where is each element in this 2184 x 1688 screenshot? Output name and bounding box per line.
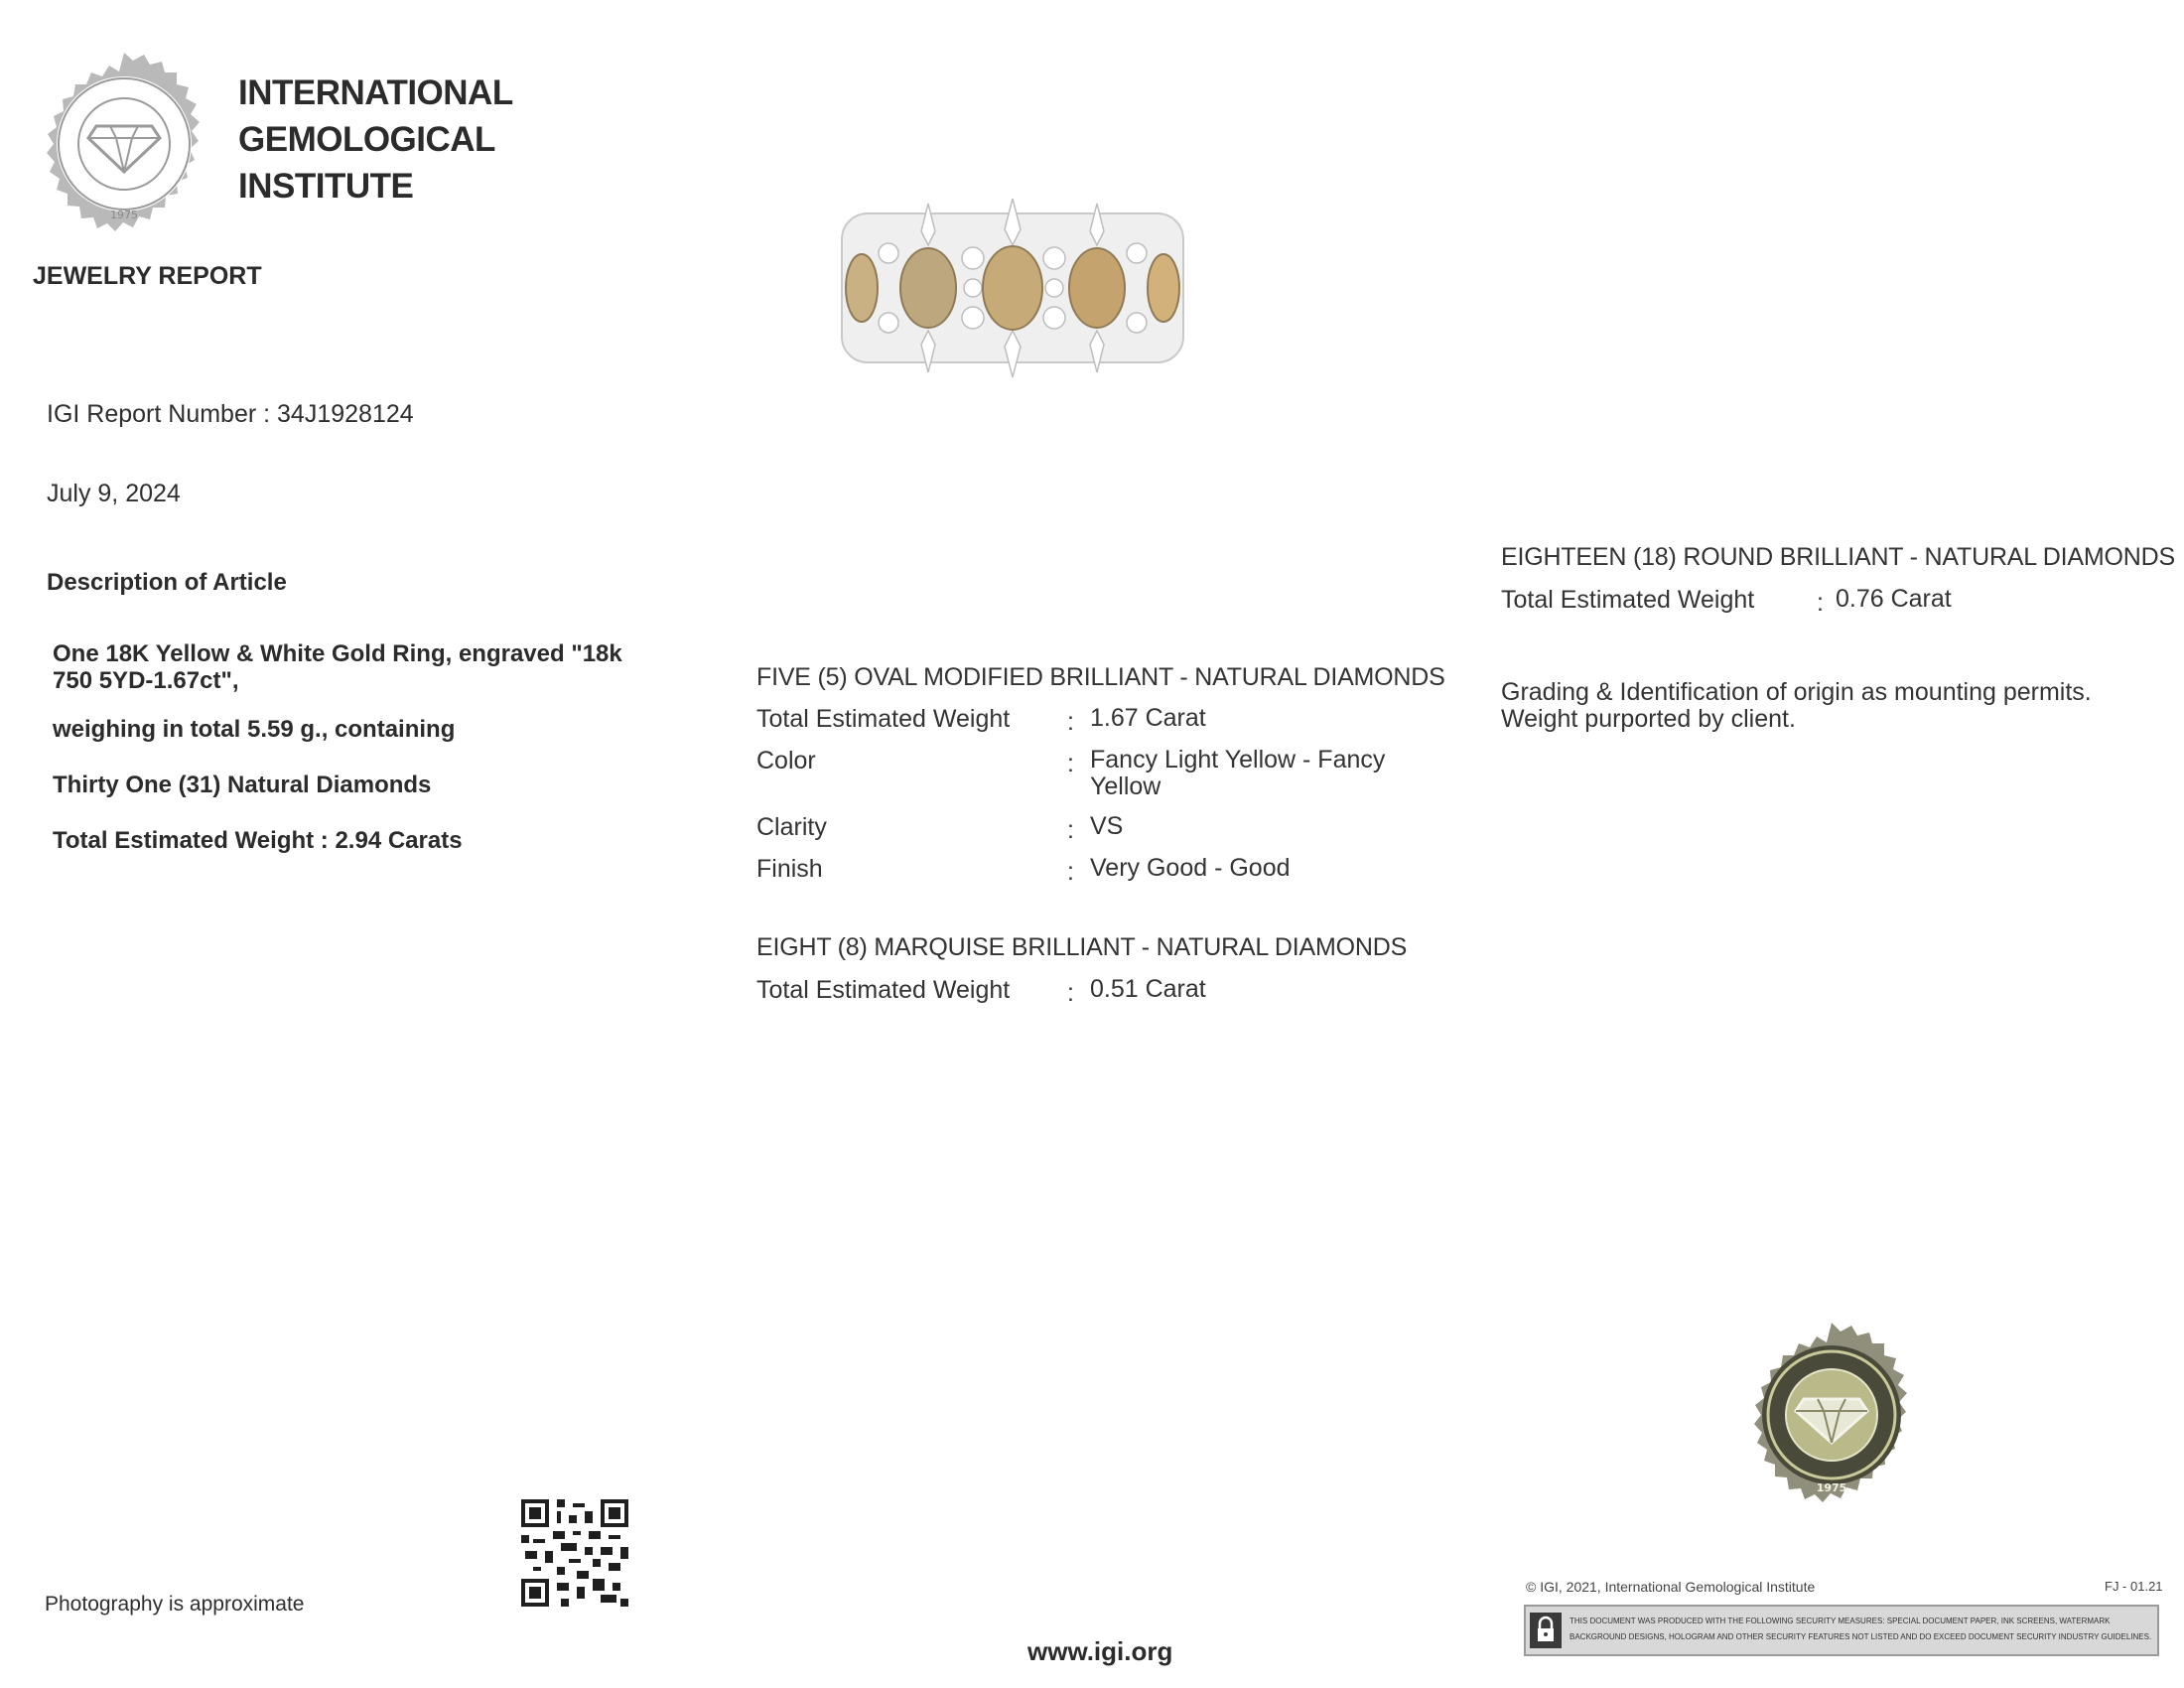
copyright: © IGI, 2021, International Gemological Institute [1526,1579,1816,1595]
svg-text:1975: 1975 [110,209,138,221]
description-line3: Thirty One (31) Natural Diamonds [53,772,432,798]
description-line2: weighing in total 5.59 g., containing [53,716,456,743]
marquise-weight-row [756,976,1412,1006]
photography-note: Photography is approximate [45,1593,305,1616]
round-weight-value: 0.76 Carat [1836,585,1952,613]
oval-clarity-value: VS [1090,812,1124,840]
round-weight-label: Total Estimated Weight [1501,586,1755,614]
ring-photo [834,194,1191,387]
security-text-line1: THIS DOCUMENT WAS PRODUCED WITH THE FOLLOWING SECURITY MEASURES: SPECIAL DOCUMENT PAPER, INK SCREENS, WATERMARK [1570,1617,2111,1625]
marquise-weight-value: 0.51 Carat [1090,975,1206,1003]
round-weight-row [1501,586,2136,616]
report-date: July 9, 2024 [47,480,181,507]
description-line1: One 18K Yellow & White Gold Ring, engraved "18k 750 5YD-1.67ct", [53,640,622,694]
oval-clarity-label: Clarity [756,813,827,841]
row-colon: : [1067,858,1074,886]
grading-note-line2: Weight purported by client. [1501,705,1796,733]
row-colon: : [1067,708,1074,736]
round-section-heading: EIGHTEEN (18) ROUND BRILLIANT - NATURAL DIAMONDS [1501,543,2175,571]
row-colon: : [1817,589,1824,617]
org-name-line2: GEMOLOGICAL [238,120,495,159]
oval-weight-row [756,705,1412,735]
marquise-weight-label: Total Estimated Weight [756,976,1011,1004]
security-strip [1524,1605,2159,1656]
igi-seal-icon [30,50,218,238]
lock-icon [1530,1613,1562,1648]
oval-color-row [756,747,1412,806]
org-name-line1: INTERNATIONAL [238,73,513,112]
oval-section-heading: FIVE (5) OVAL MODIFIED BRILLIANT - NATURAL DIAMONDS [756,663,1445,691]
description-heading: Description of Article [47,569,287,596]
marquise-section-heading: EIGHT (8) MARQUISE BRILLIANT - NATURAL DIAMONDS [756,933,1408,961]
igi-hologram-seal-icon [1737,1321,1926,1509]
security-text-line2: BACKGROUND DESIGNS, HOLOGRAM AND OTHER SECURITY FEATURES NOT LISTED AND DO EXCEED DOCUMENT SECURITY INDUSTRY GUIDELINES. [1570,1632,2152,1641]
oval-color-label: Color [756,747,816,774]
row-colon: : [1067,979,1074,1007]
oval-finish-label: Finish [756,855,823,883]
report-number: IGI Report Number : 34J1928124 [47,400,414,428]
oval-weight-value: 1.67 Carat [1090,704,1206,732]
website-link[interactable]: www.igi.org [1027,1636,1173,1666]
report-type: JEWELRY REPORT [33,262,262,290]
org-name-line3: INSTITUTE [238,167,414,206]
oval-clarity-row [756,813,1412,843]
row-colon: : [1067,750,1074,777]
qr-code-icon[interactable] [521,1499,628,1607]
form-code: FJ - 01.21 [2105,1579,2163,1594]
row-colon: : [1067,816,1074,844]
grading-note-line1: Grading & Identification of origin as mounting permits. [1501,678,2092,706]
oval-color-value: Fancy Light Yellow - Fancy Yellow [1090,746,1386,800]
oval-finish-value: Very Good - Good [1090,854,1291,882]
description-line4: Total Estimated Weight : 2.94 Carats [53,827,463,854]
svg-text:1975: 1975 [1816,1481,1847,1494]
oval-finish-row [756,855,1412,885]
oval-weight-label: Total Estimated Weight [756,705,1011,733]
